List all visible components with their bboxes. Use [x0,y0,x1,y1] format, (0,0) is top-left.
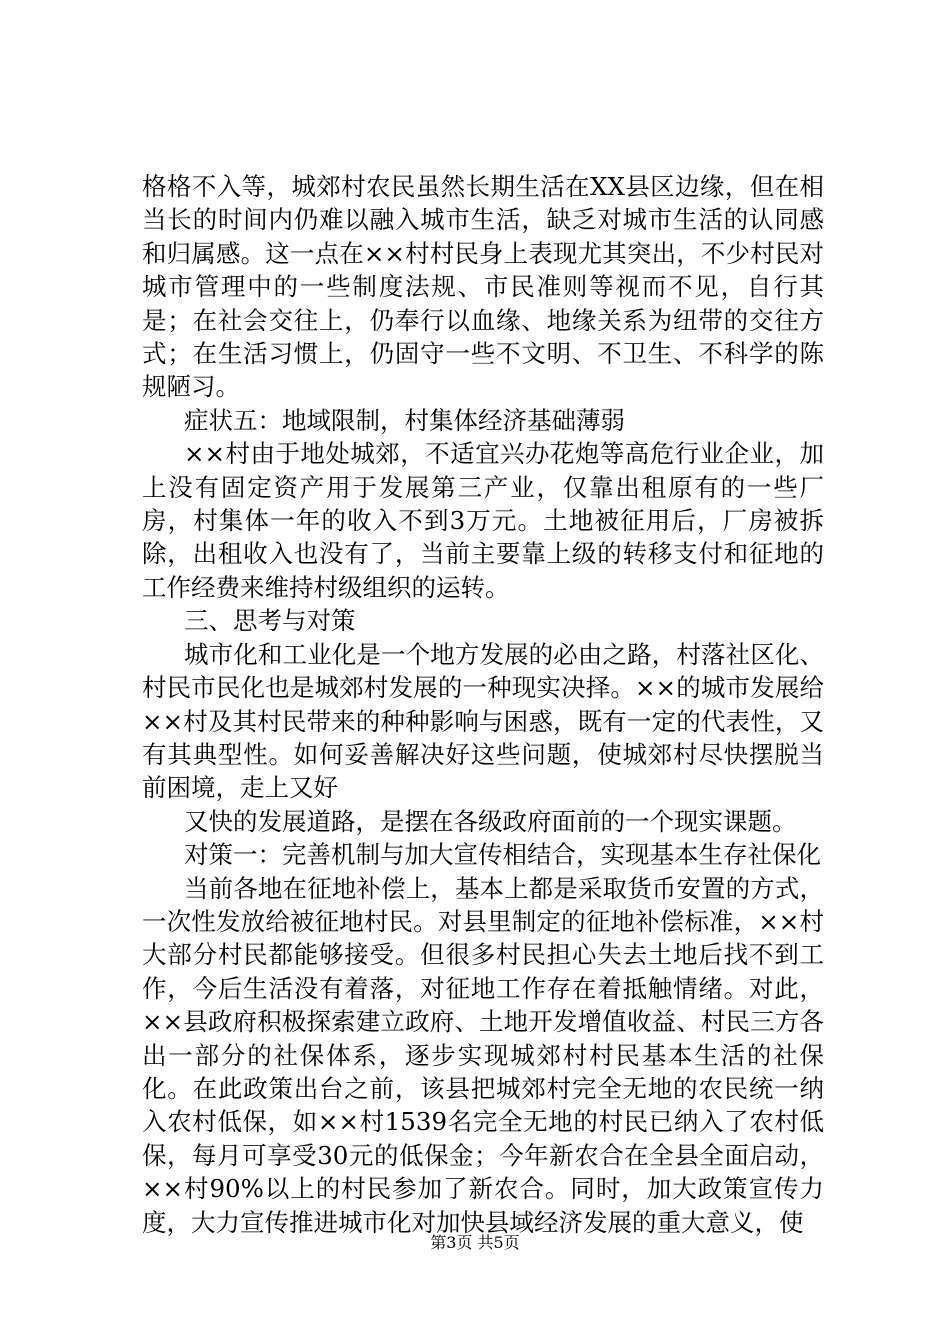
paragraph-compensation: 当前各地在征地补偿上，基本上都是采取货币安置的方式，一次性发放给被征地村民。对县里制定的征地补偿标准，××村大部分村民都能够接受。但很多村民担心失去土地后找不到工作，今后生活没有着落，对征地工作存在着抵触情绪。对此，××县政府积极探索建立政府、土地开发增值收益、村民三方各出一部分的社保体系，逐步实现城郊村村民基本生活的社保化。在此政策出台之前，该县把城郊村完全无地的农民统一纳入农村低保，如××村1539名完全无地的村民已纳入了农村低保，每月可享受30元的低保金；今年新农合在全县全面启动，××村90%以上的村民参加了新农合。同时，加大政策宣传力度，大力宣传推进城市化对加快县域经济发展的重大意义，使 [142,873,824,1237]
paragraph-continuation: 格格不入等，城郊村农民虽然长期生活在XX县区边缘，但在相当长的时间内仍难以融入城市生活，缺乏对城市生活的认同感和归属感。这一点在××村村民身上表现尤其突出，不少村民对城市管理中的一些制度法规、市民准则等视而不见，自行其是；在社会交往上，仍奉行以血缘、地缘关系为纽带的交往方式；在生活习惯上，仍固守一些不文明、不卫生、不科学的陈规陋习。 [142,172,824,402]
page-number-footer: 第3页 共5页 [430,1233,520,1252]
paragraph-development-road: 又快的发展道路，是摆在各级政府面前的一个现实课题。 [184,806,797,836]
document-body [142,170,824,1239]
section-three-heading: 三、思考与对策 [184,606,356,636]
measure-one-heading: 对策一：完善机制与加大宣传相结合，实现基本生存社保化 [184,840,821,870]
paragraph-village-economy: ××村由于地处城郊，不适宜兴办花炮等高危行业企业，加上没有固定资产用于发展第三产业，仅靠出租原有的一些厂房，村集体一年的收入不到3万元。土地被征用后，厂房被拆除，出租收入也没有了，当前主要靠上级的转移支付和征地的工作经费来维持村级组织的运转。 [142,439,824,602]
paragraph-urbanization: 城市化和工业化是一个地方发展的必由之路，村落社区化、村民市民化也是城郊村发展的一种现实决择。××的城市发展给××村及其村民带来的种种影响与困惑，既有一定的代表性，又有其典型性。如何妥善解决好这些问题，使城郊村尽快摆脱当前困境，走上又好 [142,639,824,803]
symptom-five-heading: 症状五：地域限制，村集体经济基础薄弱 [184,405,625,435]
